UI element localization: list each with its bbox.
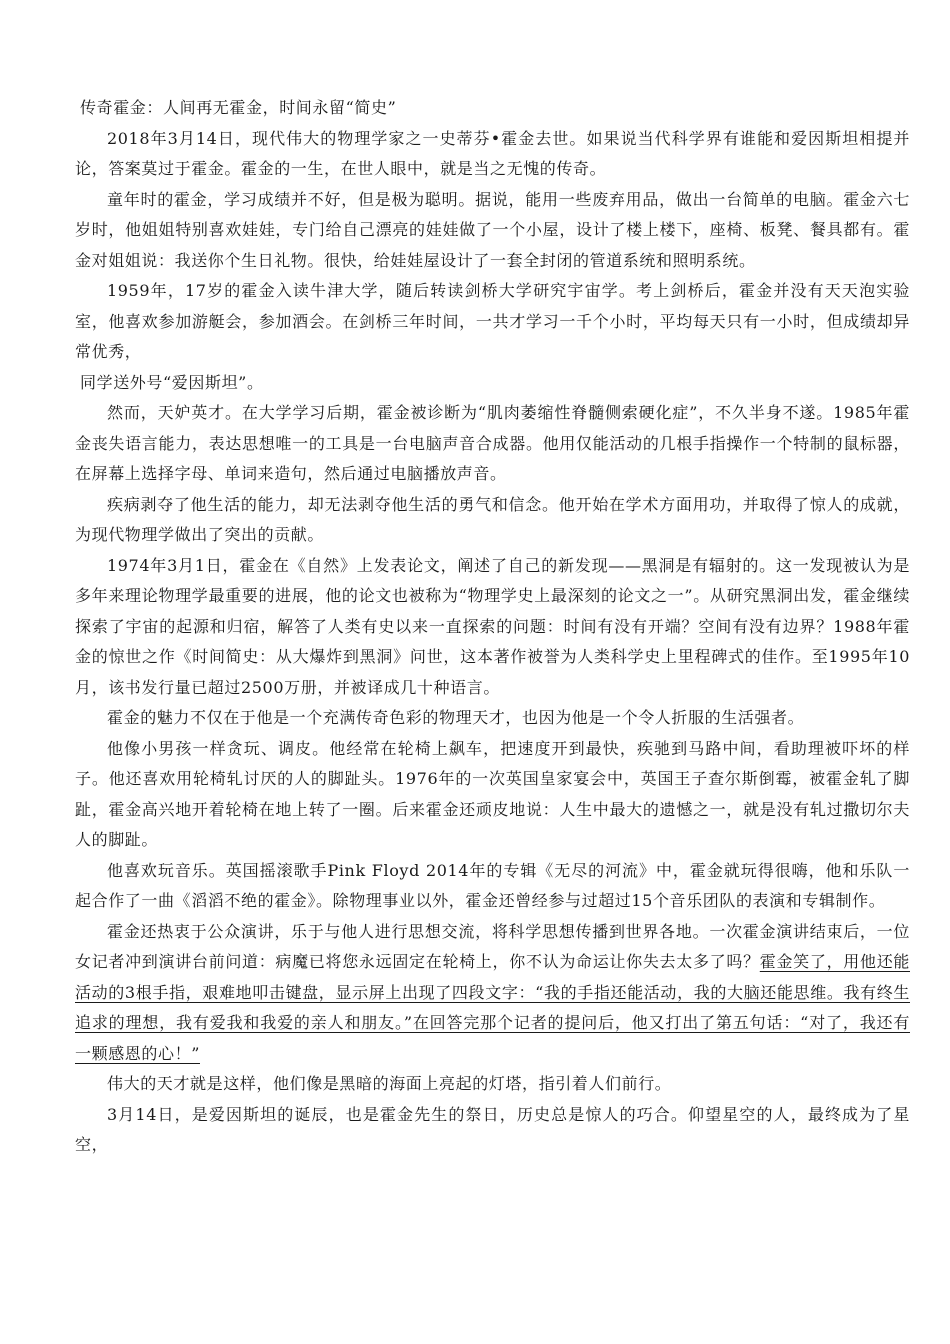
- paragraph: 然而，天妒英才。在大学学习后期，霍金被诊断为“肌肉萎缩性脊髓侧索硬化症”，不久半身不遂。1985年霍金丧失语言能力，表达思想唯一的工具是一台电脑声音合成器。他用仅能活动的几根手指操作一个特制的鼠标器，在屏幕上选择字母、单词来造句，然后通过电脑播放声音。: [75, 403, 910, 483]
- article-body: [75, 93, 910, 1161]
- speech-paragraph: [75, 917, 910, 1070]
- speech-text: 霍金还热衷于公众演讲，乐于与他人进行思想交流，将科学思想传播到世界各地。一次霍金演讲结束后，一位女记者冲到演讲台前问道：病魔已将您永远固定在轮椅上，你不认为命运让你失去太多了吗？: [75, 921, 910, 971]
- paragraph: 3月14日，是爱因斯坦的诞辰，也是霍金先生的祭日，历史总是惊人的巧合。仰望星空的人，最终成为了星空，: [75, 1104, 910, 1154]
- paragraph: 他喜欢玩音乐。英国摇滚歌手Pink Floyd 2014年的专辑《无尽的河流》中，霍金就玩得很嗨，他和乐队一起合作了一曲《滔滔不绝的霍金》。除物理事业以外，霍金还曾经参与过超过15个音乐团队的表演和专辑制作。: [75, 860, 910, 910]
- paragraph: 童年时的霍金，学习成绩并不好，但是极为聪明。据说，能用一些废弃用品，做出一台简单的电脑。霍金六七岁时，他姐姐特别喜欢娃娃，专门给自己漂亮的娃娃做了一个小屋，设计了楼上楼下，座椅、板凳、餐具都有。霍金对姐姐说：我送你个生日礼物。很快，给娃娃屋设计了一套全封闭的管道系统和照明系统。: [75, 189, 910, 270]
- paragraph: 伟大的天才就是这样，他们像是黑暗的海面上亮起的灯塔，指引着人们前行。: [107, 1074, 672, 1093]
- paragraph: 疾病剥夺了他生活的能力，却无法剥夺他生活的勇气和信念。他开始在学术方面用功，并取得了惊人的成就，为现代物理学做出了突出的贡献。: [75, 494, 910, 544]
- underlined-passage: 霍金笑了，用他还能活动的3根手指，艰难地叩击键盘，显示屏上出现了四段文字：“我的手指还能活动，我的大脑还能思维。我有终生追求的理想，我有爱我和我爱的亲人和朋友。”在回答完那个记者的提问后，他又打出了第五句话：“对了，我还有一颗感恩的心！”: [75, 952, 910, 1063]
- paragraph: 1959年，17岁的霍金入读牛津大学，随后转读剑桥大学研究宇宙学。考上剑桥后，霍金并没有天天泡实验室，他喜欢参加游艇会，参加酒会。在剑桥三年时间，一共才学习一千个小时，平均每天只有一小时，但成绩却异常优秀，: [75, 281, 910, 361]
- paragraph: 他像小男孩一样贪玩、调皮。他经常在轮椅上飙车，把速度开到最快，疾驰到马路中间，看助理被吓坏的样子。他还喜欢用轮椅轧讨厌的人的脚趾头。1976年的一次英国皇家宴会中，英国王子查尔斯倒霉，被霍金轧了脚趾，霍金高兴地开着轮椅在地上转了一圈。后来霍金还顽皮地说：人生中最大的遗憾之一，就是没有轧过撒切尔夫人的脚趾。: [75, 738, 910, 849]
- paragraph: 霍金的魅力不仅在于他是一个充满传奇色彩的物理天才，也因为他是一个令人折服的生活强者。: [107, 708, 805, 727]
- article-title: 传奇霍金：人间再无霍金，时间永留“简史”: [80, 98, 397, 117]
- paragraph-continuation: 同学送外号“爱因斯坦”。: [80, 372, 264, 392]
- paragraph: 1974年3月1日，霍金在《自然》上发表论文，阐述了自己的新发现——黑洞是有辐射的。这一发现被认为是多年来理论物理学最重要的进展，他的论文也被称为“物理学史上最深刻的论文之一”。从研究黑洞出发，霍金继续探索了宇宙的起源和归宿，解答了人类有史以来一直探索的问题：时间有没有开端？空间有没有边界？1988年霍金的惊世之作《时间简史：从大爆炸到黑洞》问世，这本著作被誉为人类科学史上里程碑式的佳作。至1995年10月，该书发行量已超过2500万册，并被译成几十种语言。: [75, 555, 910, 697]
- paragraph: 2018年3月14日，现代伟大的物理学家之一史蒂芬•霍金去世。如果说当代科学界有谁能和爱因斯坦相提并论，答案莫过于霍金。霍金的一生，在世人眼中，就是当之无愧的传奇。: [75, 128, 910, 178]
